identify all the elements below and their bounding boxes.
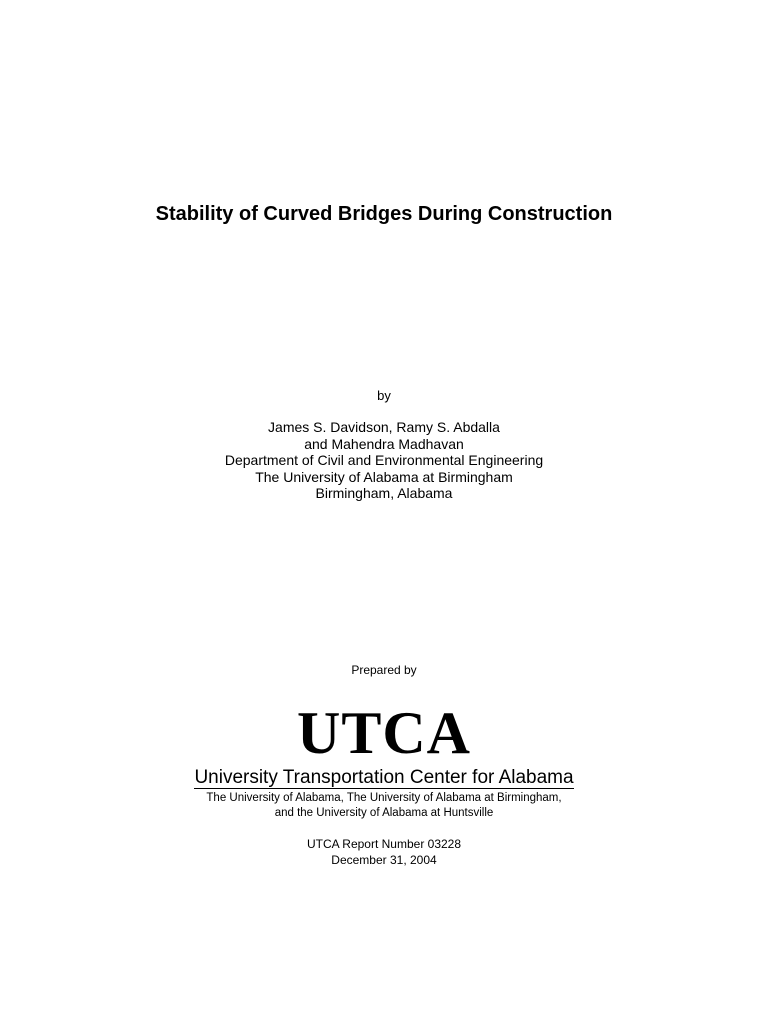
affiliations-block: [0, 791, 768, 821]
by-label: by: [377, 388, 391, 403]
location-line: Birmingham, Alabama: [315, 485, 453, 502]
department-line: Department of Civil and Environmental Engineering: [224, 452, 544, 469]
utca-logo: UTCA: [296, 700, 471, 766]
university-line: The University of Alabama at Birmingham: [255, 468, 513, 485]
author-line: and Mahendra Madhavan: [304, 435, 464, 452]
report-number: UTCA Report Number 03228: [306, 837, 462, 851]
prepared-by-label: Prepared by: [351, 663, 417, 677]
document-title: Stability of Curved Bridges During Construction: [155, 203, 613, 225]
author-block: [0, 419, 768, 502]
affiliation-line: The University of Alabama, The University of Alabama at Birmingham,: [206, 792, 562, 804]
report-date: December 31, 2004: [331, 853, 437, 867]
center-name-text: University Transportation Center for Alabama: [194, 767, 574, 788]
affiliation-line: and the University of Alabama at Huntsville: [274, 807, 494, 819]
center-name: [0, 766, 768, 790]
author-line: James S. Davidson, Ramy S. Abdalla: [268, 419, 500, 435]
report-info: [0, 836, 768, 868]
